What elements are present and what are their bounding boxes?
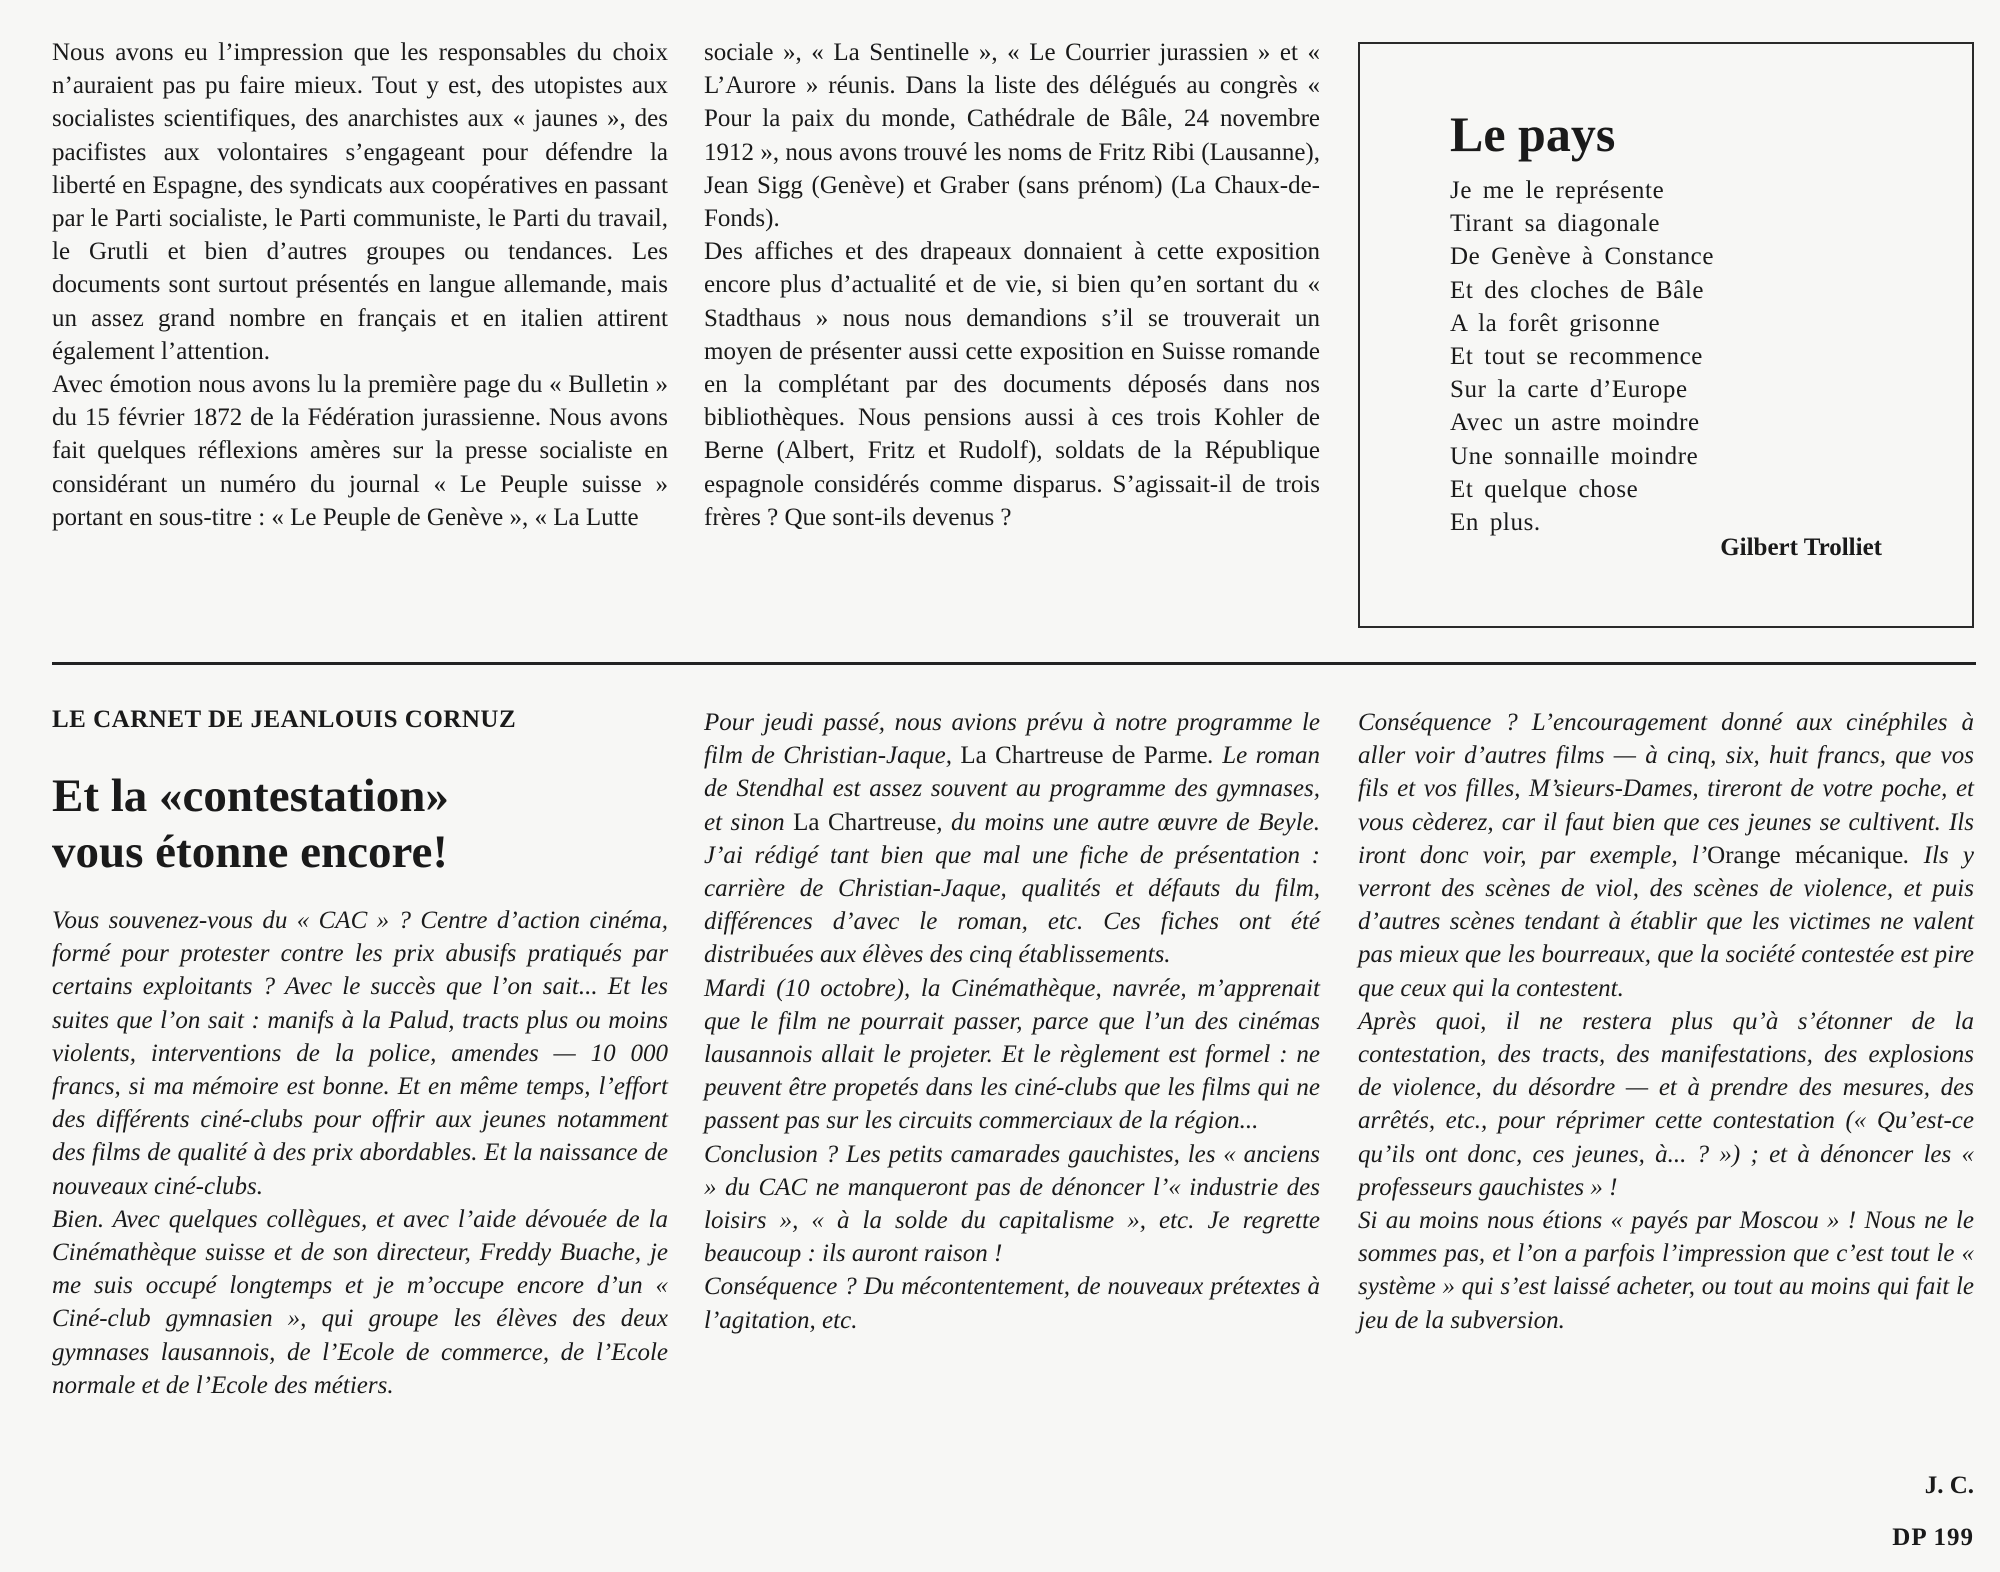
text-run: , du moins une autre œuvre de Beyle. J’ai rédigé tant bien que mal une fiche de présentation : carrière de Christian-Jaque, qualités et défauts du film, différences d’avec le roman, etc. Ces fiches ont été distribuées aux élèves des cinq établissements. [704, 808, 1320, 969]
article-headline [52, 768, 668, 880]
poem-line: En plus. [1450, 509, 1541, 537]
paragraph: Bien. Avec quelques collègues, et avec l’aide dévouée de la Cinémathèque suisse et de son directeur, Freddy Buache, je me suis occupé longtemps et je m’occupe encore d’un « Ciné-club gymnasien », qui groupe les élèves des deux gymnases lausannois, de l’Ecole de commerce, de l’Ecole normale et de l’Ecole des métiers. [52, 1205, 668, 1399]
article-column-2 [704, 706, 1320, 1337]
paragraph: Des affiches et des drapeaux donnaient à cette exposition encore plus d’actualité et de vie, si bien qu’en sortant du « Stadthaus » nous nous demandions s’il se trouverait un moyen de présenter aussi cette exposition en Suisse romande en la complétant par des documents déposés dans nos bibliothèques. Nous pensions aussi à ces trois Kohler de Berne (Albert, Fritz et Rudolf), soldats de la République espagnole considérés comme disparus. S’agissait-il de trois frères ? Que sont-ils devenus ? [704, 238, 1320, 531]
poem-line: Une sonnaille moindre [1450, 442, 1699, 470]
poem-line: Et tout se recommence [1450, 343, 1703, 371]
paragraph: Conclusion ? Les petits camarades gauchistes, les « anciens » du CAC ne manqueront pas de dénoncer l’« industrie des loisirs », « à la solde du capitalisme », etc. Je regrette beaucoup : ils auront raison ! [704, 1140, 1320, 1268]
poem-box [1358, 42, 1974, 628]
poem-line: Et quelque chose [1450, 475, 1639, 503]
text-run: . Ils y verront des scènes de viol, des scènes de violence, et puis d’autres scènes tendant à établir que les victimes ne valent pas mieux que les bourreaux, que la société contestée est pire que ceux qui la contestent. [1358, 841, 1974, 1002]
text-run: . Le roman de Stendhal est assez souvent au programme des gymnases, et sinon [704, 742, 1321, 836]
paragraph: sociale », « La Sentinelle », « Le Courrier jurassien » et « L’Aurore » réunis. Dans la liste des délégués au congrès « Pour la paix du monde, Cathédrale de Bâle, 24 novembre 1912 », nous avons trouvé les noms de Fritz Ribi (Lausanne), Jean Sigg (Genève) et Graber (sans prénom) (La Chaux-de-Fonds). [704, 39, 1320, 233]
paragraph [1358, 706, 1974, 1005]
paragraph: Mardi (10 octobre), la Cinémathèque, navrée, m’apprenait que le film ne pourrait passer, parce que l’un des cinémas lausannois allait le projeter. Et le règlement est formel : ne peuvent être propetés dans les ciné-clubs que les films qui ne passent pas sur les circuits commerciaux de la région... [704, 974, 1320, 1135]
poem-author: Gilbert Trolliet [1720, 534, 1882, 561]
text-run: Conséquence ? L’encouragement donné aux cinéphiles à aller voir d’autres films — à cinq, six, huit francs, que vos fils et vos filles, M’sieurs-Dames, tireront de votre poche, et vous cèderez, car il faut bien que ces jeunes se cultivent. Ils iront donc voir, par exemple, l’ [1358, 709, 1974, 869]
column-kicker: LE CARNET DE JEANLOUIS CORNUZ [52, 706, 517, 733]
film-title: Orange mécanique [1707, 841, 1904, 869]
headline-line: vous étonne encore! [52, 826, 448, 878]
paragraph: Conséquence ? Du mécontentement, de nouveaux prétextes à l’agitation, etc. [704, 1273, 1320, 1334]
top-column-1 [52, 36, 668, 534]
poem-line: Je me le représente [1450, 177, 1665, 204]
headline-line: Et la «contestation» [52, 770, 449, 822]
poem-line: De Genève à Constance [1450, 243, 1715, 271]
paragraph: Nous avons eu l’impression que les responsables du choix n’auraient pas pu faire mieux. Tout y est, des utopistes aux socialistes scientifiques, des anarchistes aux « jaunes », des pacifistes aux volontaires s’engageant pour défendre la liberté en Espagne, des syndicats aux coopératives en passant par le Parti socialiste, le Parti communiste, le Parti du travail, le Grutli et bien d’autres groupes ou tendances. Les documents sont surtout présentés en langue allemande, mais un assez grand nombre en français et en italien attirent également l’attention. [52, 39, 668, 365]
paragraph: Si au moins nous étions « payés par Moscou » ! Nous ne le sommes pas, et l’on a parfois l’impression que c’est tout le « système » qui s’est laissé acheter, ou tout au moins qui fait le jeu de la subversion. [1358, 1207, 1974, 1334]
article-column-3 [1358, 706, 1974, 1337]
paragraph: Vous souvenez-vous du « CAC » ? Centre d’action cinéma, formé pour protester contre les prix abusifs pratiqués par certains exploitants ? Avec le succès que l’on sait... Et les suites que l’on sait : manifs à la Palud, tracts plus ou moins violents, interventions de la police, amendes — 10 000 francs, si ma mémoire est bonne. Et en même temps, l’effort des différents ciné-clubs pour offrir aux jeunes notamment des films de qualité à des prix abordables. Et la naissance de nouveaux ciné-clubs. [52, 907, 668, 1200]
poem-line: A la forêt grisonne [1450, 309, 1661, 337]
paragraph [704, 706, 1320, 972]
film-title: La Chartreuse [793, 808, 937, 836]
author-initials: J. C. [1924, 1472, 1974, 1499]
page-reference: DP 199 [1892, 1524, 1974, 1551]
poem-line: Sur la carte d’Europe [1450, 376, 1688, 404]
article-column-1 [52, 904, 668, 1402]
section-divider [52, 662, 1976, 665]
film-title: La Chartreuse de Parme [960, 742, 1208, 770]
poem-lines [1450, 174, 1714, 539]
poem-line: Tirant sa diagonale [1450, 210, 1661, 238]
poem-title: Le pays [1450, 106, 1616, 162]
paragraph: Après quoi, il ne restera plus qu’à s’étonner de la contestation, des tracts, des manifestations, des explosions de violence, du désordre — et à prendre des mesures, des arrêtés, etc., pour réprimer cette contestation (« Qu’est-ce qu’ils ont donc, ces jeunes, à... ? ») ; et à dénoncer les « professeurs gauchistes » ! [1358, 1007, 1974, 1201]
poem-line: Et des cloches de Bâle [1450, 276, 1705, 304]
poem-line: Avec un astre moindre [1450, 409, 1700, 437]
paragraph: Avec émotion nous avons lu la première page du « Bulletin » du 15 février 1872 de la Fédération jurassienne. Nous avons fait quelques réflexions amères sur la presse socialiste en considérant un numéro du journal « Le Peuple suisse » portant en sous-titre : « Le Peuple de Genève », « La Lutte [52, 371, 668, 531]
text-run: Pour jeudi passé, nous avions prévu à notre programme le film de Christian-Jaque, [704, 709, 1320, 770]
top-column-2 [704, 36, 1320, 534]
